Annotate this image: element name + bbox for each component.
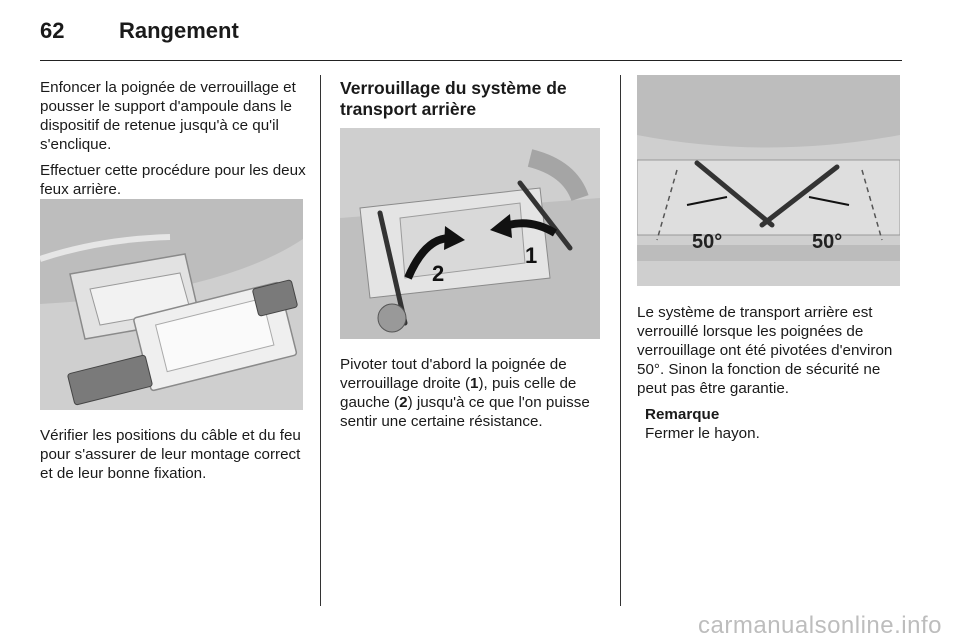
heading-line: transport arrière xyxy=(340,99,477,119)
text-run: ) jusqu'à ce que l'on puisse sentir une certaine résistance. xyxy=(340,394,590,430)
column-divider xyxy=(320,75,321,606)
locking-angle-figure xyxy=(637,75,900,286)
paragraph: Le système de transport arrière est verrouillé lorsque les poignées de verrouillage ont été pivotées d'environ 50°. Sinon la fonction de sécurité ne peut pas être garantie. xyxy=(637,304,893,397)
heading-line: Verrouillage du système de xyxy=(340,78,567,98)
watermark: carmanualsonline.info xyxy=(698,612,942,639)
rear-carrier-lock-figure xyxy=(340,128,600,339)
header-divider xyxy=(40,60,902,61)
angle-label: 50° xyxy=(692,231,723,253)
paragraph: Enfoncer la poignée de verrouillage et pousser le support d'ampoule dans le dispositif de retenue jusqu'à ce qu'il s'enclique. xyxy=(40,79,296,153)
column-divider xyxy=(620,75,621,606)
column-1-top xyxy=(40,78,306,206)
figure-callout: 2 xyxy=(432,261,445,286)
paragraph: Effectuer cette procédure pour les deux feux arrière. xyxy=(40,162,306,198)
page-title: Rangement xyxy=(119,18,239,43)
paragraph xyxy=(340,355,604,431)
tail-light-figure xyxy=(40,199,303,410)
section-heading xyxy=(340,78,606,120)
page-number: 62 xyxy=(40,18,65,43)
text-run: Pivoter tout d'abord la poignée de verrouillage droite ( xyxy=(340,356,567,392)
column-1-bottom xyxy=(40,426,306,490)
note-text: Fermer le hayon. xyxy=(645,425,760,442)
text-run: ), puis celle de gauche ( xyxy=(340,375,577,411)
column-3-body xyxy=(637,303,905,443)
callout-ref: 2 xyxy=(399,394,408,411)
note-heading: Remarque xyxy=(645,406,720,423)
note-box xyxy=(637,405,905,443)
callout-ref: 1 xyxy=(470,375,479,392)
paragraph: Vérifier les positions du câble et du feu pour s'assurer de leur montage correct et de leur bonne fixation. xyxy=(40,427,301,482)
figure-callout: 1 xyxy=(525,243,538,268)
column-2-heading xyxy=(340,78,606,120)
column-2-body xyxy=(340,355,604,438)
page-header xyxy=(40,16,902,60)
angle-label: 50° xyxy=(812,231,843,253)
